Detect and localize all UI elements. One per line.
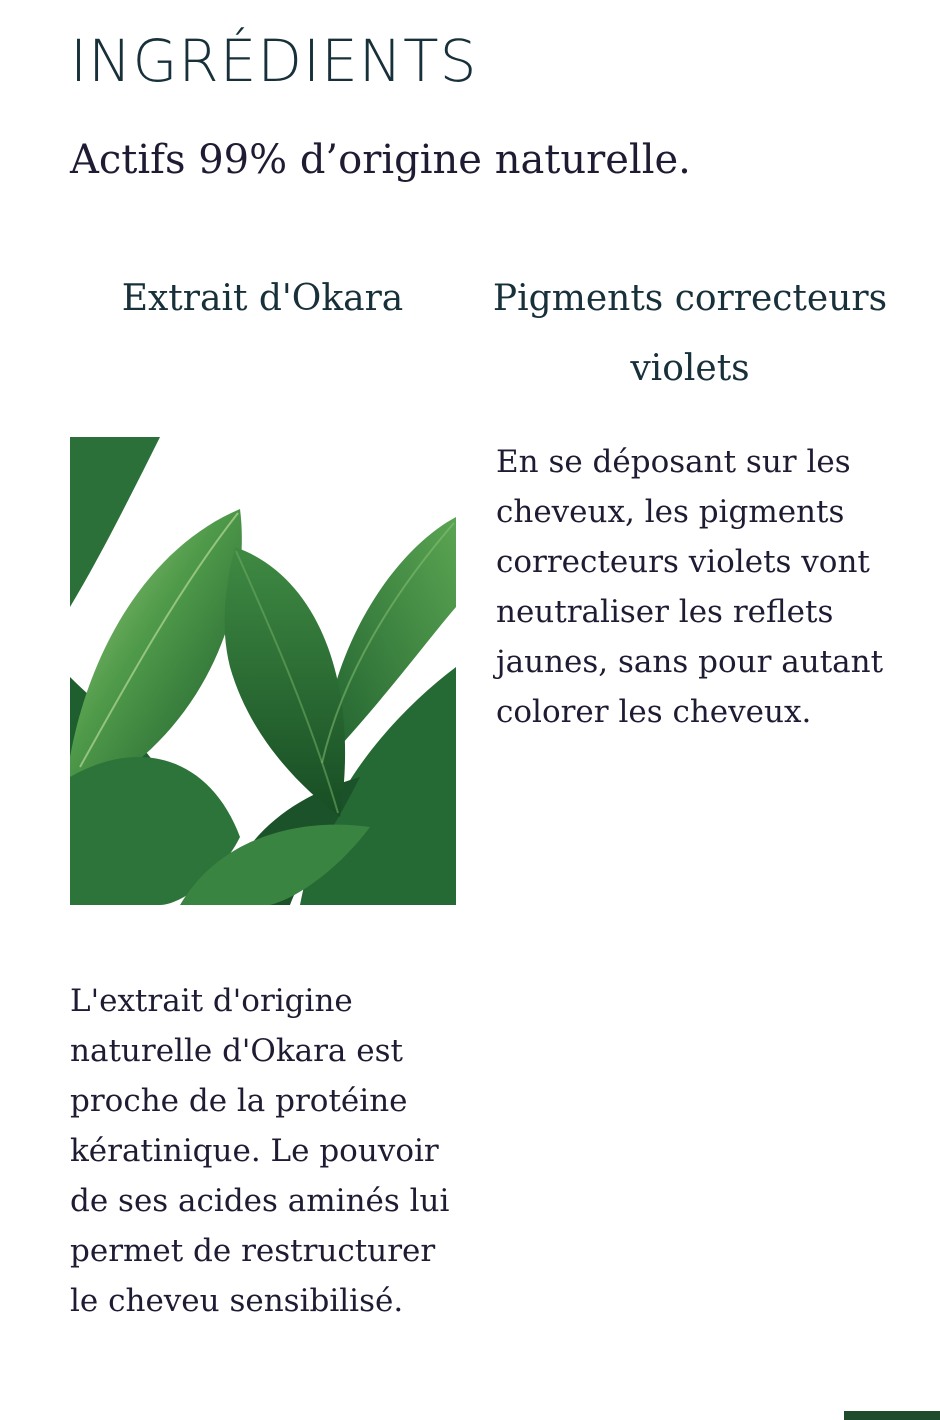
ingredient-title-okara: Extrait d'Okara — [121, 278, 404, 319]
green-leaves-image — [70, 437, 456, 905]
section-title: INGRÉDIENTS — [70, 27, 478, 95]
leaves-illustration — [70, 437, 456, 905]
ingredient-description-okara: L'extrait d'origine naturelle d'Okara est proche de la protéine kératinique. Le pouvoir de ses acides aminés lui permet de restructurer le cheveu sensibilisé. — [70, 983, 450, 1319]
section-subtitle: Actifs 99% d’origine naturelle. — [70, 137, 691, 183]
ingredient-title-pigments: Pigments correcteurs violets — [492, 278, 888, 389]
accent-bar — [844, 1411, 940, 1420]
ingredient-description-pigments: En se déposant sur les cheveux, les pigments correcteurs violets vont neutraliser les reflets jaunes, sans pour autant colorer les cheveux. — [496, 444, 884, 730]
